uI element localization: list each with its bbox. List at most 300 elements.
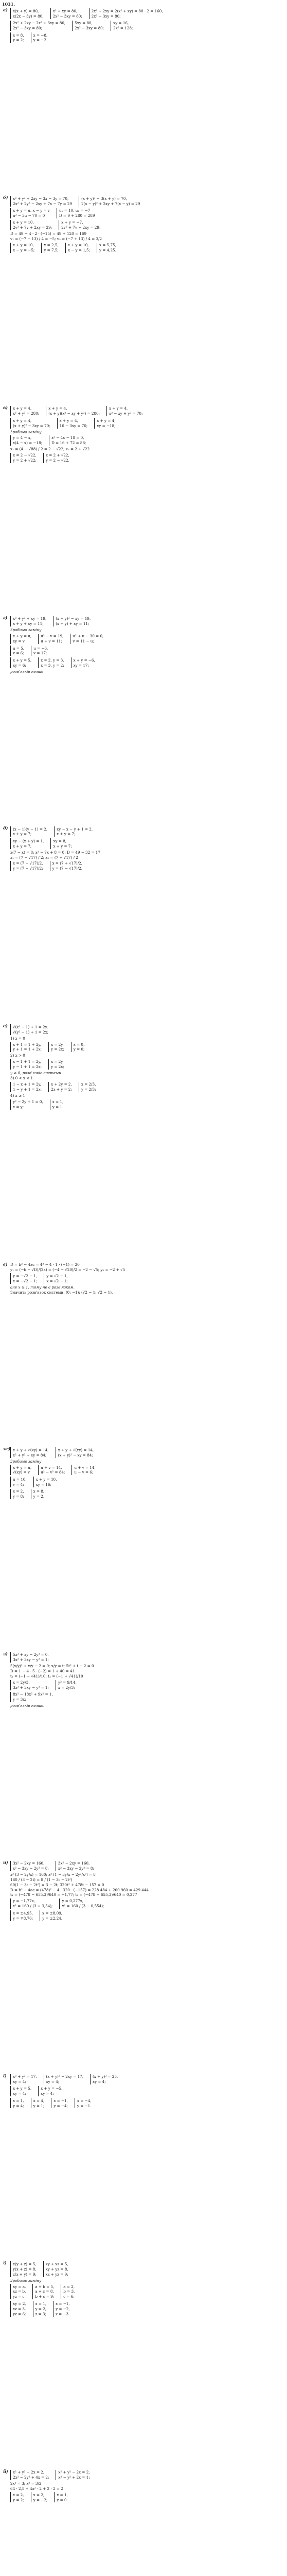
solution-note: Зробимо заміну [10,2278,42,2283]
solution-section [2,1024,284,1110]
equation-system [41,243,60,253]
equation-line: y = −4; [53,2103,68,2108]
equation-line: xy = 2, [13,2301,26,2306]
equation-system [65,243,92,253]
equation-line: x³ + y³ = 280; [13,411,40,416]
equation-line: y₁ = (−b − √D)/(2a) = (−4 − √20)/2 = −2 − √5; y₂ = −2 + √5 [10,1267,125,1272]
equation-line: x = 8, [13,32,24,38]
equation-line: x − 1 + 1 = 2y, [13,1059,41,1064]
equation-line: xz = 3, [13,2306,26,2311]
equation-line: a + c = 8, [35,2289,54,2294]
equation-line: x² (3 − 2y/x) = 160; x² (1 − 3y/x − 2y²/x²) = 8 [10,1872,96,1877]
equation-line: t₁ = (−478 − 655,3)/640 = −1,77; t₂ = (−478 + 655,3)/640 = 0,277 [10,1892,137,1897]
problem-number: 1031. [2,2,15,7]
system-row [10,32,284,43]
system-row [10,1691,284,1703]
equation-line: y = 4 − x, [13,435,32,440]
equation-line: x = 2,5, [44,243,59,248]
equation-system [32,2284,56,2299]
equation-system [10,208,51,218]
equation-system [50,838,73,849]
equation-line: x + y = u, [13,634,32,639]
equation-system [10,1861,50,1871]
system-row [10,2283,284,2300]
section-letter: і) [3,2073,7,2078]
section-letter: д) [3,825,8,831]
equation-system [56,2470,91,2480]
equation-line: xy = a, [13,2284,26,2289]
equation-system [33,1477,59,1487]
system-row [10,1081,284,1093]
equation-line: 2x² = 128; [113,26,133,31]
equation-line: x² + y² − 2x = 2, [13,2470,45,2475]
equation-system [54,826,94,837]
equation-line: u = 5, [13,646,25,651]
equation-line: 160 / (3 − 2t) = 8 / (1 − 3t − 2t²) [10,1877,73,1882]
equation-line: D = 1 − 4 · 5 · (−2) = 1 + 40 = 41 [10,1669,75,1674]
equation-system [72,21,105,31]
equation-line: x = 1, [57,2492,68,2497]
equation-system [10,453,38,463]
equation-line: x² = 160 / (3 + 3,54); [13,1904,53,1909]
equation-system [10,2098,26,2108]
equation-system [10,8,45,19]
equation-line: y = −2. [33,38,48,43]
equation-line: v = 17; [33,651,47,656]
equation-system [59,1899,105,1909]
system-row [10,2300,284,2317]
equation-line: x(2x − 3y) = 80; [13,13,44,19]
equation-line: x + 1 = 1 + 2y, [13,1042,41,1047]
equation-line: x² + y² + xy = 84; [13,1452,47,1458]
equation-line: x = 3, y = 2; [41,663,64,668]
system-row [10,219,284,231]
equation-system [10,616,48,626]
equation-line: z = 3; [35,2311,46,2316]
equation-line: y(x + z) = 8, [13,2266,37,2272]
solution-section [2,405,284,464]
equation-system [31,2492,49,2502]
equation-system [10,826,49,837]
equation-line: x = 5,75, [99,243,116,248]
equation-line: x = ±4,95, [13,1910,33,1916]
equation-system [71,1465,97,1475]
equation-line: 2x + y = 2; [51,1087,72,1092]
equation-line: y = 3x; [13,1697,26,1702]
equation-line: x² − xy + y² = 70; [109,411,143,416]
equation-system [10,196,74,206]
solution-section [2,2261,284,2317]
system-row [10,1464,284,1476]
equation-line: y = 2; [13,2497,24,2502]
equation-system [38,634,65,644]
equation-system [53,2301,71,2316]
equation-line: x² + y² + 2xy − 3x − 3y = 70, [13,196,69,201]
equation-line: x = 2y/3, [13,1680,30,1685]
equation-system [10,1652,50,1663]
equation-system [10,634,33,644]
equation-system [38,657,65,668]
system-row [10,1273,284,1284]
system-row [10,838,284,849]
equation-line: x = −1, [56,2301,70,2306]
equation-system [10,32,26,43]
equation-system [10,2470,50,2480]
equation-system [61,2284,76,2299]
equation-line: x(x + y) = 80, [13,8,39,13]
equation-system [10,2284,27,2299]
equation-system [10,2301,28,2316]
equation-line: 2x² − 2y² + 4x = 2; [13,2475,49,2480]
equation-line: (x + y) + xy = 11; [56,621,89,626]
equation-line: x(4 − x) = −18; [13,440,43,446]
equation-line: v₁ = (−7 − 13) / 4 = −5; v₂ = (−7 + 13) / 4 = 3/2 [10,236,102,242]
equation-system [38,1465,66,1475]
equation-line: xy − (x + y) = 1, [13,838,44,843]
equation-line: x + y = −6, [73,657,95,663]
equation-line: D = 49 − 4 · 2 · (−15) = 49 + 120 = 169 [10,231,87,236]
equation-line: x + y = u, x − y = v [13,208,50,213]
equation-system [10,1059,43,1070]
equation-system [10,1910,34,1921]
equation-line: xy = v [13,639,25,644]
equation-system [50,8,84,19]
system-row [10,645,284,656]
equation-line: D = 9 + 280 = 289 [59,213,95,218]
equation-line: xy = 4; [13,2079,26,2084]
equation-line: xy = 16; [35,1482,51,1487]
equation-system [90,2074,119,2084]
equation-line: x² − 3xy − 2y² = 8; [58,1866,94,1871]
system-row [10,860,284,872]
equation-line: 16 − 3xy = 70; [59,423,88,428]
equation-line: xy = 4; [41,2091,54,2096]
equation-line: 2x² − 3xy = 80; [13,26,42,31]
equation-line: x + y = −7, [61,220,83,225]
equation-system [56,1680,78,1690]
equation-line: (x + y)² − xy = 84; [58,1452,93,1458]
equation-line: x = 2y/3; [58,1685,75,1690]
equation-system [40,1910,64,1921]
sections-container [2,8,284,2503]
equation-system [31,2098,46,2108]
equation-line: u² − v² = 84; [41,1470,65,1475]
equation-line: x = 1, [13,2098,24,2103]
system-row [10,1488,284,1500]
equation-system [54,2492,69,2502]
equation-line: 5xy = 80, [75,21,93,26]
equation-line: y = 0; [73,1047,85,1052]
equation-system [56,1861,96,1871]
equation-line: x + y = 4, [13,406,32,411]
section-letter: ї) [3,2260,7,2266]
equation-line: xy = 16, [113,21,129,26]
equation-line: x + y + xy = 11; [13,621,44,626]
equation-line: 1 − x + 1 = 2y, [13,1082,41,1087]
equation-line: x + y = 4, [97,418,116,423]
system-row [10,405,284,417]
equation-line: x = 8, [33,1489,45,1494]
section-letter: з) [3,1651,8,1656]
equation-line: 3x² + 3xy − y² = 1; [13,1657,49,1663]
system-row [10,1099,284,1110]
system-row [10,2074,284,2085]
equation-line: v = 6; [13,651,24,656]
equation-line: 2(x − y)² + 2xy + 7(x − y) = 29 [81,201,140,206]
equation-line: b = 3, [63,2289,75,2294]
equation-line: 2x² − 3xy = 80; [91,13,121,19]
equation-line: y = 2; [13,38,24,43]
system-row [10,2097,284,2109]
equation-system [31,32,49,43]
equation-line: (x + y)² − xy = 19, [56,616,91,621]
equation-system [10,1680,50,1690]
system-row [10,2492,284,2503]
equation-line: x + 2y = 2, [51,1082,72,1087]
equation-line: √(xy) = v [13,1470,30,1475]
equation-line: x − y = 1,5; [67,248,90,252]
equation-system [10,2086,33,2096]
equation-line: x + y = u, [13,1465,32,1470]
equation-line: 2v² + 7v + 2xy = 29; [61,225,101,230]
equation-system [50,861,84,871]
solution-section [2,1262,284,1295]
equation-line: x = 2, [13,2492,24,2497]
equation-line: (x + y)² − 3xy = 70; [13,423,50,428]
section-letter: в) [3,404,8,410]
equation-line: x + y = 7; [57,832,76,837]
equation-line: D = b² − 4ac = 4² − 4 · 1 · (−1) = 20 [10,1262,80,1267]
equation-line: x = 2, [33,2492,45,2497]
equation-line: (x + y)² − 3(x + y) = 70, [81,196,127,201]
equation-line: 60(1 − 3t − 2t²) = 3 − 2t; 320t² + 478t − 157 = 0 [10,1882,104,1887]
equation-line: x + y = 4, [48,406,67,411]
equation-system [10,1899,54,1909]
equation-system [10,220,53,230]
equation-line: y = 8; [13,1494,24,1499]
section-letter: й) [3,2468,8,2474]
equation-line: b + c = 9; [35,2294,55,2299]
equation-line: y = (7 − √17)/2. [52,866,83,871]
equation-line: D = 16 + 72 = 88; [51,440,86,446]
system-row [10,8,284,19]
equation-system [31,1489,46,1499]
equation-system [43,453,71,463]
equation-line: x + y = 5, [13,2086,32,2091]
system-row [10,1059,284,1070]
equation-line: x = ±8,09, [42,1910,63,1916]
equation-system [43,2261,70,2277]
equation-line: x = 2y, [51,1059,64,1064]
equation-system [10,1042,43,1052]
equation-line: 1) x = 0 [10,1036,25,1041]
equation-line: y = 4,25. [99,248,116,252]
equation-line: xy + xz = 5, [45,2261,68,2266]
system-row [10,2086,284,2097]
equation-line: 2x² = 3; x² = 3/2 [10,2481,42,2486]
equation-line: y = ±2,24. [42,1916,63,1921]
equation-system [48,1059,66,1070]
equation-line: u² + u − 30 = 0, [73,634,104,639]
equation-system [10,2074,39,2084]
system-row [10,633,284,645]
equation-system [48,1082,74,1092]
equation-line: 64 · 2,5 + 4x² · 2 + 2 · 2 = 2 [10,2486,63,2491]
equation-system [10,1273,39,1283]
equation-system [10,838,45,849]
equation-line: x² − y² + 2x = 1; [58,2475,90,2480]
equation-system [49,435,87,446]
equation-line: xy = 4; [46,2079,60,2084]
equation-line: u − v = 6; [74,1470,94,1475]
equation-line: u + v = 14, [41,1465,62,1470]
equation-line: x + y = 4, [13,418,32,423]
equation-line: 2x² + 2xy − 2x² + 3xy = 80, [13,21,66,26]
equation-line: y = 4; [13,2103,24,2108]
system-row [10,2261,284,2277]
equation-line: 2) x > 0 [10,1053,25,1058]
equation-line: x = (7 + √17)/2, [52,861,83,866]
equation-line: 1 − y + 1 = 2x; [13,1087,42,1092]
system-row [10,208,284,219]
solution-section [2,1652,284,1708]
equation-line: xy = −18; [97,423,116,428]
equation-line: c = 6; [63,2294,75,2299]
equation-line: x₁ = (7 − √17) / 2; x₂ = (7 + √17) / 2 [10,855,78,860]
equation-line: yz = c [13,2294,25,2299]
solution-note: Зробимо заміну [10,429,42,434]
equation-line: y = 2. [33,1494,45,1499]
equation-line: (x + y)² = 25, [93,2074,118,2079]
equation-line: u + v = 11; [41,639,62,644]
equation-system [97,243,118,253]
equation-line: a + b = 5, [35,2284,55,2289]
equation-line: y² − 2y + 1 = 0, [13,1099,43,1105]
equation-line: (x − 1)(y − 1) = 2, [13,826,48,832]
equation-line: y = ∓8,76; [13,1916,33,1921]
equation-system [111,21,134,31]
equation-system [48,1042,66,1052]
equation-line: y = 1. [52,1104,64,1109]
equation-system [44,2074,85,2084]
solution-note: розв'язків немає. [10,1703,45,1708]
equation-line: (x + y)(x² − xy + y²) = 280; [48,411,100,416]
system-row [10,657,284,668]
equation-line: y = −√2 − 1, [13,1273,38,1278]
equation-line: x = 2 − √22, [13,453,37,458]
equation-system [10,1447,50,1458]
equation-line: 4) x ≥ 1 [10,1093,25,1098]
system-row [10,2469,284,2481]
section-letter: б) [3,195,8,200]
equation-line: x + y = 7; [13,832,32,837]
equation-line: xy + yz = 8, [45,2266,68,2272]
system-row [10,826,284,837]
equation-line: x = 1, [35,2301,47,2306]
equation-line: xz + yz = 9; [45,2272,68,2277]
equation-line: (x + y)² − 2xy = 17, [46,2074,83,2079]
equation-line: x = −1, [53,2098,68,2103]
equation-line: x = 2 + √22, [45,453,69,458]
equation-line: D = b² − 4ac = (478)² − 4 · 320 · (−157) = 228 484 + 200 960 = 429 444 [10,1887,149,1892]
equation-line: x + y = 4, [109,406,128,411]
equation-line: x = 1, [52,1099,64,1105]
equation-system [10,646,26,656]
equation-line: x + y = 10, [13,220,34,225]
equation-system [38,2086,64,2096]
solution-section [2,1447,284,1500]
equation-system [57,208,97,218]
solution-section [2,2074,284,2109]
equation-line: y = (7 + √17)/2; [13,866,43,871]
equation-line: x = 2y, [51,1042,64,1047]
equation-line: z(x + y) = 9; [13,2272,37,2277]
equation-line: y = 0. [57,2497,68,2502]
equation-line: xy = 8, [53,838,67,843]
equation-line: √(y² − 1) + 1 = 2x; [13,1029,49,1035]
equation-system [56,1447,96,1458]
equation-line: t₁ = (−1 − √41)/10; t₂ = (−1 + √41)/10 [10,1674,83,1679]
equation-line: x(7 − x) = 8; x² − 7x + 8 = 0; D = 49 − 32 = 17 [10,850,100,855]
equation-system [51,2098,69,2108]
section-letter: е) [3,1023,8,1029]
equation-line: xy = 6; [13,663,26,668]
equation-line: Значить розв'язок системи: (0; −1); (√2 − 1; √2 − 1). [10,1290,113,1295]
equation-line: y = 2x; [51,1064,64,1070]
solution-note: розв'язків немає [10,669,44,674]
solution-section [2,1860,284,1922]
system-row [10,1041,284,1053]
system-row [10,242,284,253]
equation-line: u = 10, [13,1477,27,1482]
solution-section [2,2469,284,2503]
equation-line: y² = 9/14, [58,1680,77,1685]
equation-line: u² − v = 19, [41,634,64,639]
equation-system [33,2301,48,2316]
system-row [10,1860,284,1872]
equation-line: x² − 4x − 18 = 0, [51,435,84,440]
equation-system [10,1024,50,1035]
equation-system [59,220,102,230]
solution-note: Зробимо заміну [10,1459,42,1464]
equation-system [71,657,97,668]
equation-system [10,1082,43,1092]
solution-section [2,826,284,872]
solution-note: y ≠ 0, розв'язків системи [10,1071,61,1076]
section-letter: а) [3,7,8,13]
equation-line: y = −2; [33,2497,48,2502]
equation-line: xy = 4; [93,2079,106,2084]
equation-line: x = −8, [33,32,48,38]
solution-section [2,195,284,253]
equation-system [10,657,33,668]
equation-line: x = 0, [73,1042,85,1047]
solution-section [2,616,284,674]
equation-line: 2x² + 2y² − 2xy + 7x − 7y = 29 [13,201,73,206]
equation-line: x₁ = (4 − √88) / 2 = 2 − √22; x₂ = 2 + √22 [10,447,90,452]
equation-system [10,1692,55,1702]
solution-note: але x ≥ 1, тому не є розв'язком. [10,1284,75,1290]
equation-line: x + y + √(xy) = 14, [13,1447,49,1452]
system-row [10,616,284,627]
equation-line: y = −1. [77,2103,92,2108]
equation-line: u + v = 14, [74,1465,96,1470]
equation-line: y + 1 = 1 + 2x; [13,1047,42,1052]
equation-line: y = −1,77x, [13,1899,35,1904]
equation-line: x + y = 10, [67,243,89,248]
system-row [10,1447,284,1458]
equation-line: x = 4, [33,2098,45,2103]
